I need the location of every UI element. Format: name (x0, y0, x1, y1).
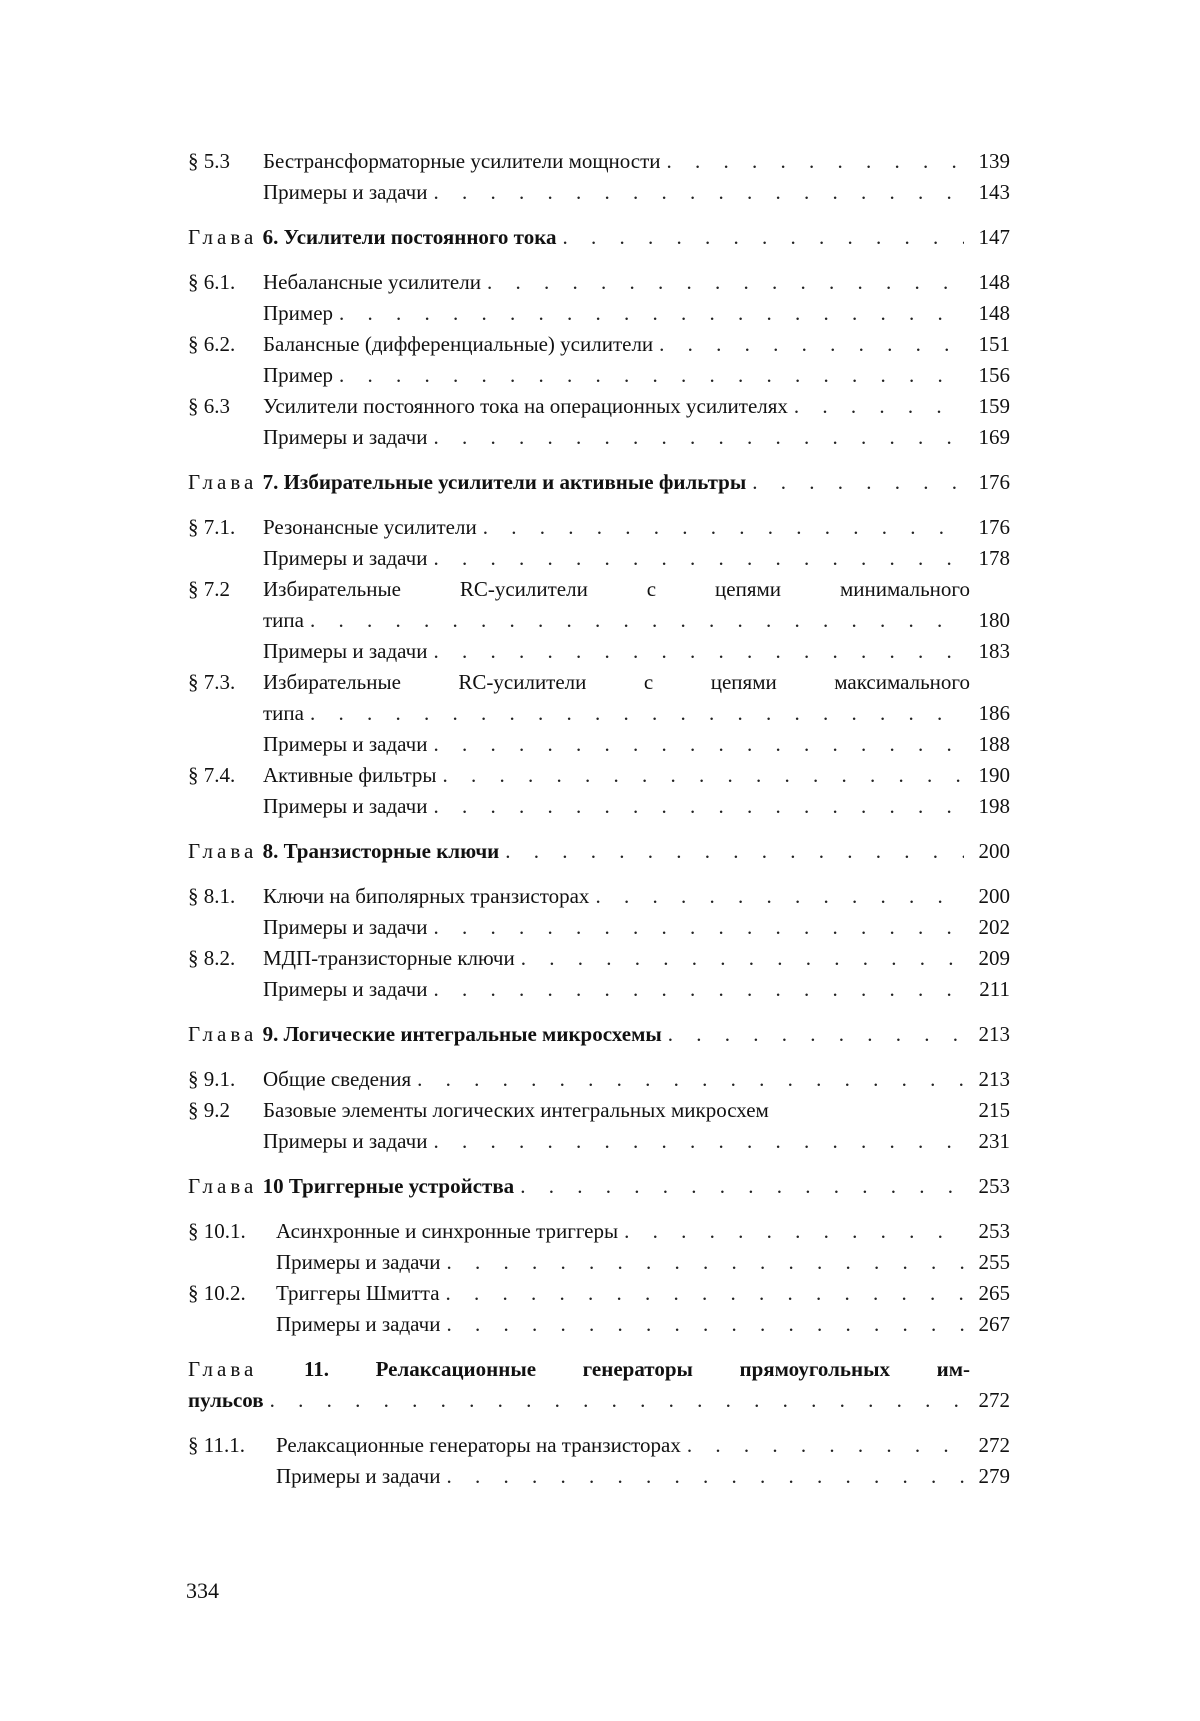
toc-section-row (188, 943, 1010, 974)
leader-dots (433, 543, 964, 574)
entry-title: Примеры и задачи (263, 425, 428, 449)
toc-chapter-row (188, 1019, 1010, 1050)
chapter-label: Глава (188, 839, 258, 863)
page-ref: 178 (978, 546, 1010, 570)
chapter-title (188, 467, 746, 498)
entry-title: Асинхронные и синхронные триггеры (276, 1219, 619, 1243)
leader-dots (794, 391, 964, 422)
leader-dots (270, 1385, 964, 1416)
chapter-name-continued: пульсов (188, 1388, 264, 1412)
leader-dots (446, 1309, 964, 1340)
chapter-name: 6. Усилители постоянного тока (262, 225, 557, 249)
toc-subentry-row (188, 1126, 1010, 1157)
page-ref: 200 (978, 884, 1010, 908)
leader-dots (433, 912, 964, 943)
page-ref: 147 (978, 225, 1010, 249)
toc-chapter-row (188, 836, 1010, 867)
chapter-name: 8. Транзисторные ключи (262, 839, 500, 863)
page-ref: 156 (978, 363, 1010, 387)
entry-title: Резонансные усилители (263, 515, 477, 539)
page-ref: 265 (978, 1281, 1010, 1305)
leader-dots (520, 1171, 964, 1202)
section-number: § 10.1. (188, 1219, 246, 1243)
leader-dots (417, 1064, 964, 1095)
entry-title: Примеры и задачи (276, 1464, 441, 1488)
entry-title: Примеры и задачи (276, 1250, 441, 1274)
entry-title: Триггеры Шмитта (276, 1281, 440, 1305)
toc-section-row (188, 574, 1010, 605)
page-ref: 272 (978, 1433, 1010, 1457)
page-ref: 176 (978, 515, 1010, 539)
entry-title: Примеры и задачи (276, 1312, 441, 1336)
chapter-name: 7. Избирательные усилители и активные фильтры (262, 470, 747, 494)
page-ref: 183 (978, 639, 1010, 663)
entry-title: Примеры и задачи (263, 639, 428, 663)
toc-subentry-row (188, 298, 1010, 329)
page-ref: 159 (978, 394, 1010, 418)
chapter-title (188, 222, 557, 253)
toc-subentry-row (188, 636, 1010, 667)
toc-subentry-row (188, 974, 1010, 1005)
leader-dots (433, 974, 964, 1005)
page-ref: 200 (978, 839, 1010, 863)
toc-chapter-row (188, 467, 1010, 498)
toc-subentry-row (188, 729, 1010, 760)
entry-title: Примеры и задачи (263, 546, 428, 570)
chapter-label: Глава (188, 225, 258, 249)
toc-section-row (188, 1430, 1010, 1461)
leader-dots (310, 605, 964, 636)
section-number: § 7.1. (188, 515, 236, 539)
leader-dots (446, 1247, 964, 1278)
toc-subentry-row (188, 422, 1010, 453)
page-ref: 186 (978, 701, 1010, 725)
entry-title: МДП-транзисторные ключи (263, 946, 515, 970)
leader-dots (433, 636, 964, 667)
toc-chapter-row (188, 222, 1010, 253)
leader-dots (487, 267, 964, 298)
page-ref: 148 (978, 301, 1010, 325)
leader-dots (659, 329, 964, 360)
section-number: § 11.1. (188, 1433, 245, 1457)
leader-dots (446, 1278, 964, 1309)
entry-title: Балансные (дифференциальные) усилители (263, 332, 654, 356)
entry-title: Усилители постоянного тока на операционных усилителях (263, 394, 788, 418)
toc-subentry-row (188, 177, 1010, 208)
toc-chapter-row (188, 1354, 1010, 1385)
leader-dots (433, 177, 964, 208)
page-ref: 279 (978, 1464, 1010, 1488)
entry-title: Примеры и задачи (263, 794, 428, 818)
toc-chapter-block (188, 1354, 1010, 1416)
toc-section-row (188, 1216, 1010, 1247)
toc-subentry-row (188, 543, 1010, 574)
section-number: § 9.1. (188, 1067, 236, 1091)
toc-subentry-row (188, 912, 1010, 943)
chapter-title (188, 1354, 970, 1385)
leader-dots (505, 836, 964, 867)
page-ref: 180 (978, 608, 1010, 632)
page-ref: 151 (978, 332, 1010, 356)
toc-section-row (188, 146, 1010, 177)
entry-title-continued: типа (263, 701, 304, 725)
section-number: § 7.4. (188, 763, 236, 787)
toc-subentry-row (188, 791, 1010, 822)
leader-dots (310, 698, 964, 729)
page-ref: 190 (978, 763, 1010, 787)
page-ref: 176 (978, 470, 1010, 494)
toc-section-row (188, 881, 1010, 912)
entry-title: Пример (263, 301, 334, 325)
entry-title: Пример (263, 363, 334, 387)
toc-section-row (188, 667, 1010, 698)
section-number: § 6.3 (188, 394, 230, 418)
leader-dots (668, 1019, 964, 1050)
leader-dots (595, 881, 964, 912)
chapter-label: Глава (188, 1174, 258, 1198)
toc-section-row (188, 1278, 1010, 1309)
toc-section-row (188, 760, 1010, 791)
page-number: 334 (186, 1578, 219, 1603)
chapter-name: 11. Релаксационные генераторы прямоугольных им- (303, 1357, 970, 1381)
page-ref: 169 (978, 425, 1010, 449)
toc-section-row (188, 391, 1010, 422)
section-number: § 6.2. (188, 332, 236, 356)
chapter-title (188, 836, 499, 867)
section-number: § 7.3. (188, 670, 236, 694)
page-ref: 143 (978, 180, 1010, 204)
chapter-name: 10 Триггерные устройства (262, 1174, 515, 1198)
leader-dots (624, 1216, 964, 1247)
entry-title: Примеры и задачи (263, 977, 428, 1001)
entry-title: Избирательные RC-усилители с цепями максимального (263, 670, 970, 694)
leader-dots (433, 729, 964, 760)
leader-dots (433, 791, 964, 822)
page-ref: 272 (978, 1388, 1010, 1412)
entry-title: Активные фильтры (263, 763, 437, 787)
page-ref: 202 (978, 915, 1010, 939)
page-ref: 211 (979, 977, 1010, 1001)
leader-dots (339, 360, 964, 391)
entry-title: Релаксационные генераторы на транзисторах (276, 1433, 681, 1457)
entry-title-continued: типа (263, 608, 304, 632)
toc-subentry-row (188, 1247, 1010, 1278)
toc-chapter-continuation (188, 1385, 1010, 1416)
entry-title: Примеры и задачи (263, 180, 428, 204)
chapter-label: Глава (188, 1357, 258, 1381)
entry-title: Базовые элементы логических интегральных микросхем (263, 1098, 769, 1122)
entry-title: Бестрансформаторные усилители мощности (263, 149, 661, 173)
leader-dots (687, 1430, 964, 1461)
toc-section-row (188, 1064, 1010, 1095)
page-ref: 213 (978, 1067, 1010, 1091)
toc-subentry-row (188, 1461, 1010, 1492)
leader-dots (339, 298, 964, 329)
chapter-name: 9. Логические интегральные микросхемы (262, 1022, 662, 1046)
leader-dots (446, 1461, 964, 1492)
leader-dots (433, 422, 964, 453)
chapter-title (188, 1019, 662, 1050)
section-number: § 6.1. (188, 270, 236, 294)
toc-chapter-row (188, 1171, 1010, 1202)
entry-title: Примеры и задачи (263, 1129, 428, 1153)
table-of-contents (188, 146, 1010, 1492)
section-number: § 5.3 (188, 149, 230, 173)
toc-section-row (188, 1095, 1010, 1126)
page-ref: 188 (978, 732, 1010, 756)
page-ref: 253 (978, 1219, 1010, 1243)
toc-section-row (188, 329, 1010, 360)
leader-dots (667, 146, 964, 177)
page-ref: 139 (978, 149, 1010, 173)
entry-title: Примеры и задачи (263, 915, 428, 939)
entry-title: Небалансные усилители (263, 270, 481, 294)
toc-section-row (188, 512, 1010, 543)
page-ref: 209 (978, 946, 1010, 970)
section-number: § 7.2 (188, 577, 230, 601)
entry-title: Избирательные RC-усилители с цепями минимального (263, 577, 970, 601)
leader-dots (433, 1126, 964, 1157)
section-number: § 8.1. (188, 884, 236, 908)
page-ref: 231 (978, 1129, 1010, 1153)
section-number: § 10.2. (188, 1281, 246, 1305)
toc-section-continuation (188, 605, 1010, 636)
section-number: § 8.2. (188, 946, 236, 970)
toc-subentry-row (188, 360, 1010, 391)
page-ref: 255 (978, 1250, 1010, 1274)
leader-dots (443, 760, 965, 791)
page-ref: 267 (978, 1312, 1010, 1336)
page-ref: 148 (978, 270, 1010, 294)
page-ref: 253 (978, 1174, 1010, 1198)
page-ref: 198 (978, 794, 1010, 818)
toc-subentry-row (188, 1309, 1010, 1340)
entry-title: Общие сведения (263, 1067, 412, 1091)
leader-dots (563, 222, 965, 253)
section-number: § 9.2 (188, 1098, 230, 1122)
toc-section-continuation (188, 698, 1010, 729)
chapter-label: Глава (188, 1022, 258, 1046)
page-ref: 215 (978, 1098, 1010, 1122)
toc-section-row (188, 267, 1010, 298)
entry-title: Ключи на биполярных транзисторах (263, 884, 590, 908)
entry-title: Примеры и задачи (263, 732, 428, 756)
leader-dots (752, 467, 964, 498)
leader-dots (483, 512, 964, 543)
chapter-label: Глава (188, 470, 258, 494)
chapter-title (188, 1171, 514, 1202)
leader-dots (521, 943, 964, 974)
page-ref: 213 (978, 1022, 1010, 1046)
